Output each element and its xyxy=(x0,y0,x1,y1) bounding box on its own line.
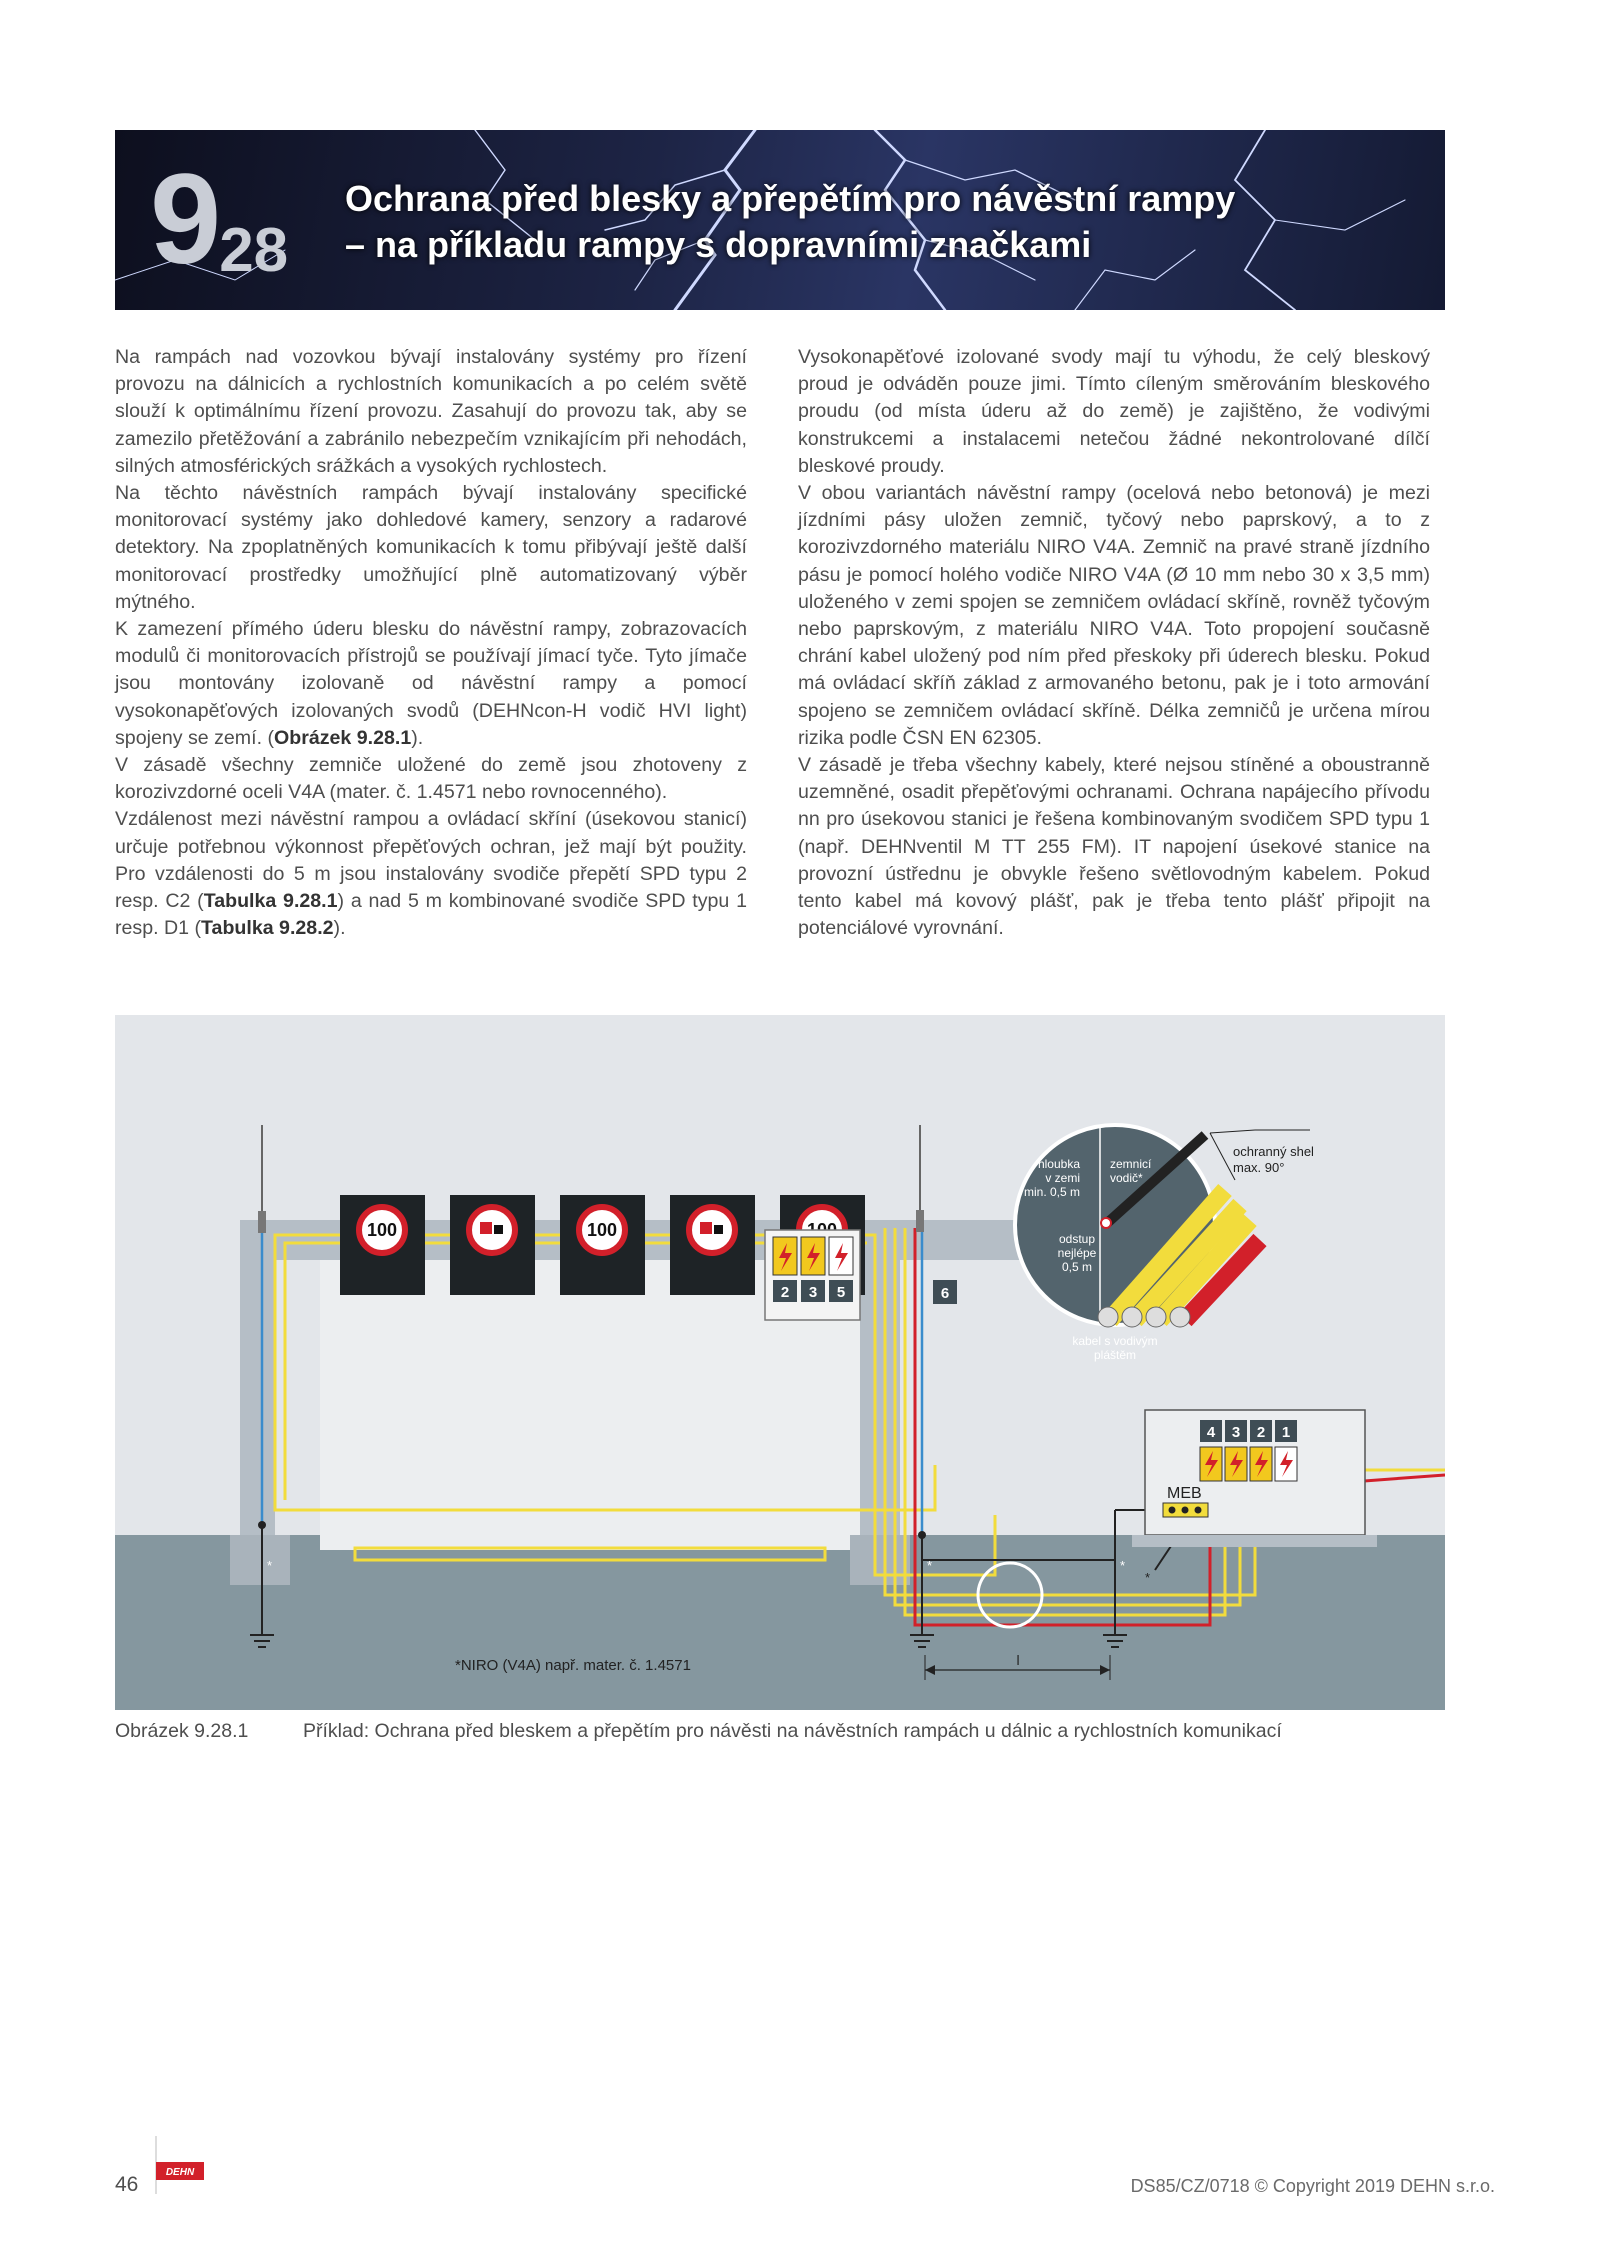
spd-number: 2 xyxy=(780,1284,790,1301)
paragraph xyxy=(115,806,747,942)
page-number: 46 xyxy=(115,2173,139,2196)
asterisk-label: * xyxy=(1120,1558,1126,1573)
table-reference[interactable]: Tabulka 9.28.2 xyxy=(201,917,334,940)
control-cabinet xyxy=(1132,1410,1377,1547)
sign-2 xyxy=(450,1195,535,1295)
spd-number: 5 xyxy=(836,1284,846,1301)
chapter-number xyxy=(150,145,288,295)
caption-number: Obrázek 9.28.1 xyxy=(115,1720,249,1742)
figure-diagram xyxy=(115,1015,1445,1710)
dehn-logo xyxy=(150,2136,210,2194)
sign-speed-label: 100 xyxy=(586,1220,618,1240)
inset-label: pláštěm xyxy=(1093,1348,1137,1362)
length-label: l xyxy=(1016,1652,1020,1668)
title-line-2: – na příkladu rampy s dopravními značkami xyxy=(345,224,1092,265)
foundation-left xyxy=(230,1535,290,1585)
asterisk-label: * xyxy=(267,1558,273,1573)
chapter-number-major: 9 xyxy=(150,148,218,291)
spd-number: 4 xyxy=(1206,1424,1216,1441)
spd-number: 1 xyxy=(1281,1424,1291,1441)
title-line-1: Ochrana před blesky a přepětím pro návěstní rampy xyxy=(345,178,1236,219)
logo-text: DEHN xyxy=(165,2167,195,2178)
gantry-post-left xyxy=(240,1220,275,1575)
text-column-right xyxy=(798,344,1430,942)
meb-label: MEB xyxy=(1167,1485,1202,1502)
label-6: 6 xyxy=(940,1285,950,1302)
diagram-svg xyxy=(115,1015,1445,1710)
asterisk-label: * xyxy=(1145,1570,1151,1585)
paragraph-text: Vzdálenost mezi návěstní rampou a ovládací skříní (úsekovou stanicí) určuje potřebnou výkonnost přepěťových ochran, jež mají být použity. Pro vzdálenosti do 5 m jsou instalovány svodiče přepětí SPD typu 2 resp. C2 ( xyxy=(115,808,747,913)
spd-number: 3 xyxy=(1231,1424,1241,1441)
inset-label: zemnicí xyxy=(1110,1157,1152,1171)
paragraph: Na těchto návěstních rampách bývají instalovány specifické monitorovací systémy jako dohledové kamery, senzory a radarové detektory. Na zpoplatněných komunikacích k tomu přibývají ještě další monitorovací prostředky umožňující plně automatizovaný výběr mýtného. xyxy=(115,482,747,613)
inset-label: v zemi xyxy=(1045,1171,1080,1185)
copyright: DS85/CZ/0718 © Copyright 2019 DEHN s.r.o. xyxy=(1130,2176,1495,2196)
inset-label: hloubka xyxy=(1037,1157,1080,1171)
angle-label: ochranný shel xyxy=(1233,1144,1314,1159)
inset-label: nejlépe xyxy=(1057,1246,1097,1260)
paragraph-text: K zamezení přímého úderu blesku do návěstní rampy, zobrazovacích modulů či monitorovacích přístrojů se používají jímací tyče. Tyto jímače jsou montovány izolovaně od návěstní rampy a pomocí vysokonapěťových izolovaných svodů (DEHNcon-H vodič HVI light) spojeny se zemí. ( xyxy=(115,618,747,749)
figure-caption xyxy=(115,1720,1282,1743)
table-reference[interactable]: Tabulka 9.28.1 xyxy=(203,890,338,913)
inset-label: odstup xyxy=(1058,1232,1096,1246)
paragraph: Na rampách nad vozovkou bývají instalovány systémy pro řízení provozu na dálnicích a rychlostních komunikacích a po celém světě slouží k optimálnímu řízení provozu. Zasahují do provozu tak, aby se zamezilo přetěžování a zabránilo nebezpečím vznikajícím při nehodách, silných atmosférických srážkách a vysokých rychlostech. xyxy=(115,346,747,477)
asterisk-label: * xyxy=(927,1558,933,1573)
paragraph: V zásadě všechny zemniče uložené do země jsou zhotoveny z korozivzdorné oceli V4A (mater. č. 1.4571 nebo rovnocenného). xyxy=(115,754,747,804)
paragraph-text: ) a nad 5 m kombinované svodiče SPD typu 1 resp. D1 ( xyxy=(115,890,748,940)
sign-3 xyxy=(560,1195,645,1295)
inset-label: 0,5 m xyxy=(1061,1260,1093,1274)
caption-text: Příklad: Ochrana před bleskem a přepětím pro návěsti na návěstních rampách u dálnic a rychlostních komunikací xyxy=(303,1720,1282,1742)
page-title xyxy=(345,176,1235,268)
chapter-number-minor: 28 xyxy=(219,216,289,285)
paragraph: V obou variantách návěstní rampy (ocelová nebo betonová) je mezi jízdními pásy uložen zemnič, tyčový nebo paprskový, a to z korozivzdorného materiálu NIRO V4A. Zemnič na pravé straně jízdního pásu je pomocí holého vodiče NIRO V4A (Ø 10 mm nebo 30 x 3,5 mm) uloženého v zemi spojen se zemničem ovládací skříně, rovněž tyčovým nebo paprskovým, z materiálu NIRO V4A. Toto propojení současně chrání kabel uložený pod ním před přeskoky při úderech blesku. Pokud má ovládací skříň základ z armovaného betonu, pak je i toto armování spojeno se zemničem ovládací skříně. Délka zemničů je určena mírou rizika podle ČSN EN 62305. xyxy=(798,482,1430,749)
spd-number: 3 xyxy=(808,1284,818,1301)
material-note: *NIRO (V4A) např. mater. č. 1.4571 xyxy=(455,1657,691,1674)
paragraph xyxy=(115,616,747,752)
chapter-header xyxy=(115,130,1445,310)
sign-speed-label: 100 xyxy=(366,1220,398,1240)
paragraph: Vysokonapěťové izolované svody mají tu výhodu, že celý bleskový proud je odváděn pouze jimi. Tímto cíleným směrováním bleskového proudu (od místa úderu až do země) je zajištěno, že vodivými konstrukcemi a instalacemi netečou žádné nekontrolované dílčí bleskové proudy. xyxy=(798,346,1430,477)
paragraph-text: ). xyxy=(333,917,346,940)
inset-label: vodič* xyxy=(1110,1171,1143,1185)
foundation-right xyxy=(850,1535,910,1585)
angle-label: max. 90° xyxy=(1233,1160,1285,1175)
spd-number: 2 xyxy=(1256,1424,1266,1441)
inset-label: min. 0,5 m xyxy=(1023,1185,1080,1199)
text-column-left xyxy=(115,344,747,942)
paragraph-text: ). xyxy=(411,726,424,749)
sign-4 xyxy=(670,1195,755,1295)
spd-box-gantry xyxy=(765,1230,860,1320)
figure-reference[interactable]: Obrázek 9.28.1 xyxy=(274,726,412,749)
sign-1 xyxy=(340,1195,425,1295)
paragraph: V zásadě je třeba všechny kabely, které nejsou stíněné a oboustranně uzemněné, osadit přepěťovými ochranami. Ochrana napájecího přívodu nn pro úsekovou stanici je řešena kombinovaným svodičem SPD typu 1 (např. DEHNventil M TT 255 FM). IT napojení úsekové stanice na provozní ústřednu je obvykle řešeno světlovodným kabelem. Pokud tento kabel má kovový plášť, pak je třeba tento plášť připojit na potenciálové vyrovnání. xyxy=(798,754,1430,940)
inset-label: kabel s vodivým xyxy=(1072,1334,1158,1348)
